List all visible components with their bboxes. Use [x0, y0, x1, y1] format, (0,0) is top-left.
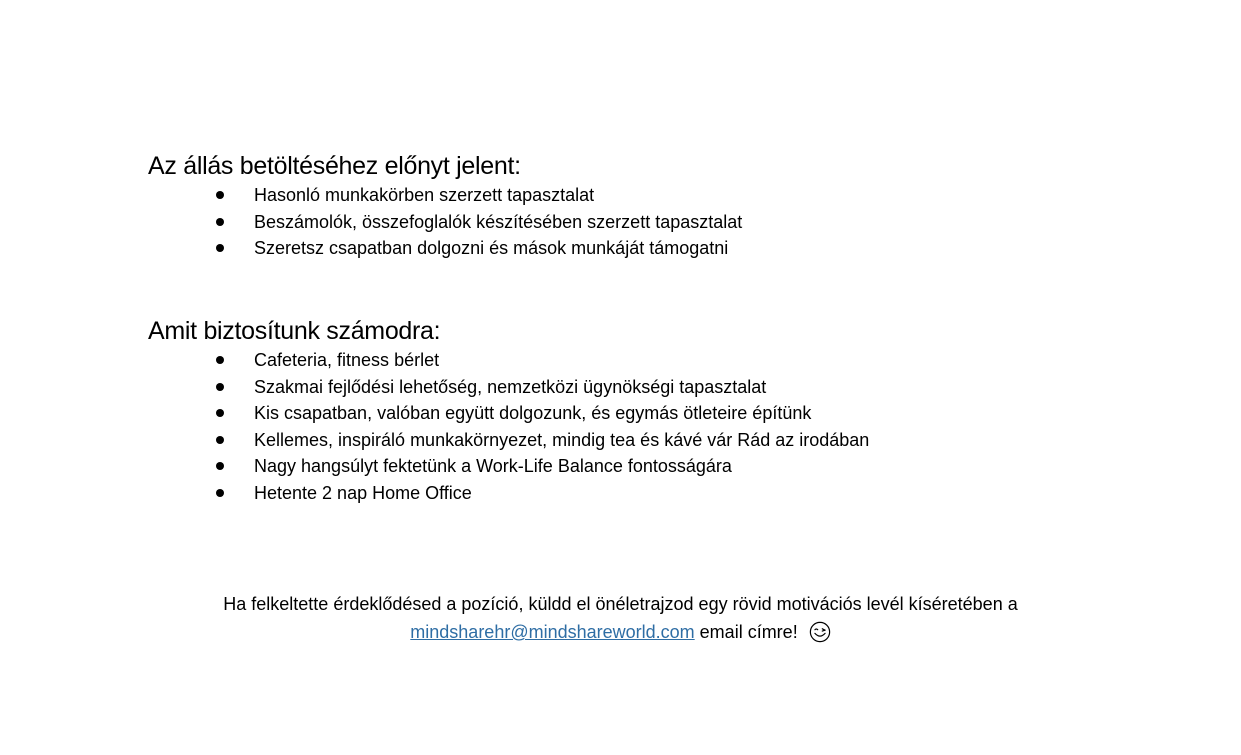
list-item: [148, 235, 742, 262]
footer-line-1: Ha felkeltette érdeklődésed a pozíció, küldd el önéletrajzod egy rövid motivációs levél kíséretében a: [223, 594, 1018, 614]
list-item: [148, 400, 869, 427]
list-item-text: Cafeteria, fitness bérlet: [254, 350, 440, 370]
list-item-text: Beszámolók, összefoglalók készítésében szerzett tapasztalat: [254, 211, 743, 232]
list-item-text: Kellemes, inspiráló munkakörnyezet, mindig tea és kávé vár Rád az irodában: [254, 429, 870, 450]
list-item: [148, 453, 869, 480]
bullet-icon: [216, 409, 224, 417]
advantages-title: Az állás betöltéséhez előnyt jelent:: [148, 152, 521, 180]
winking-smiley-icon: [809, 621, 831, 643]
benefits-title: Amit biztosítunk számodra:: [148, 317, 441, 345]
list-item: [148, 209, 742, 236]
bullet-icon: [216, 356, 224, 364]
list-item-text: Kis csapatban, valóban együtt dolgozunk, és egymás ötleteire építünk: [254, 403, 812, 423]
list-item-text: Hasonló munkakörben szerzett tapasztalat: [254, 185, 595, 205]
list-item: [148, 374, 869, 401]
list-item: [148, 347, 869, 374]
footer-line-2: [0, 618, 1241, 646]
list-item-text: Szeretsz csapatban dolgozni és mások munkáját támogatni: [254, 238, 729, 258]
bullet-icon: [216, 191, 224, 199]
list-item: [148, 427, 869, 454]
benefits-section: [148, 315, 869, 506]
benefits-list: [148, 347, 869, 506]
bullet-icon: [216, 244, 224, 252]
list-item-text: Szakmai fejlődési lehetőség, nemzetközi ügynökségi tapasztalat: [254, 376, 767, 397]
list-item: [148, 182, 742, 209]
advantages-list: [148, 182, 742, 262]
list-item: [148, 480, 869, 507]
bullet-icon: [216, 383, 224, 391]
bullet-icon: [216, 436, 224, 444]
advantages-section: [148, 150, 742, 262]
application-footer: [0, 590, 1241, 646]
list-item-text: Nagy hangsúlyt fektetünk a Work-Life Balance fontosságára: [254, 456, 732, 476]
footer-suffix: email címre!: [694, 622, 798, 642]
bullet-icon: [216, 462, 224, 470]
email-link[interactable]: mindsharehr@mindshareworld.com: [410, 622, 695, 642]
bullet-icon: [216, 489, 224, 497]
list-item-text: Hetente 2 nap Home Office: [254, 482, 472, 503]
bullet-icon: [216, 218, 224, 226]
